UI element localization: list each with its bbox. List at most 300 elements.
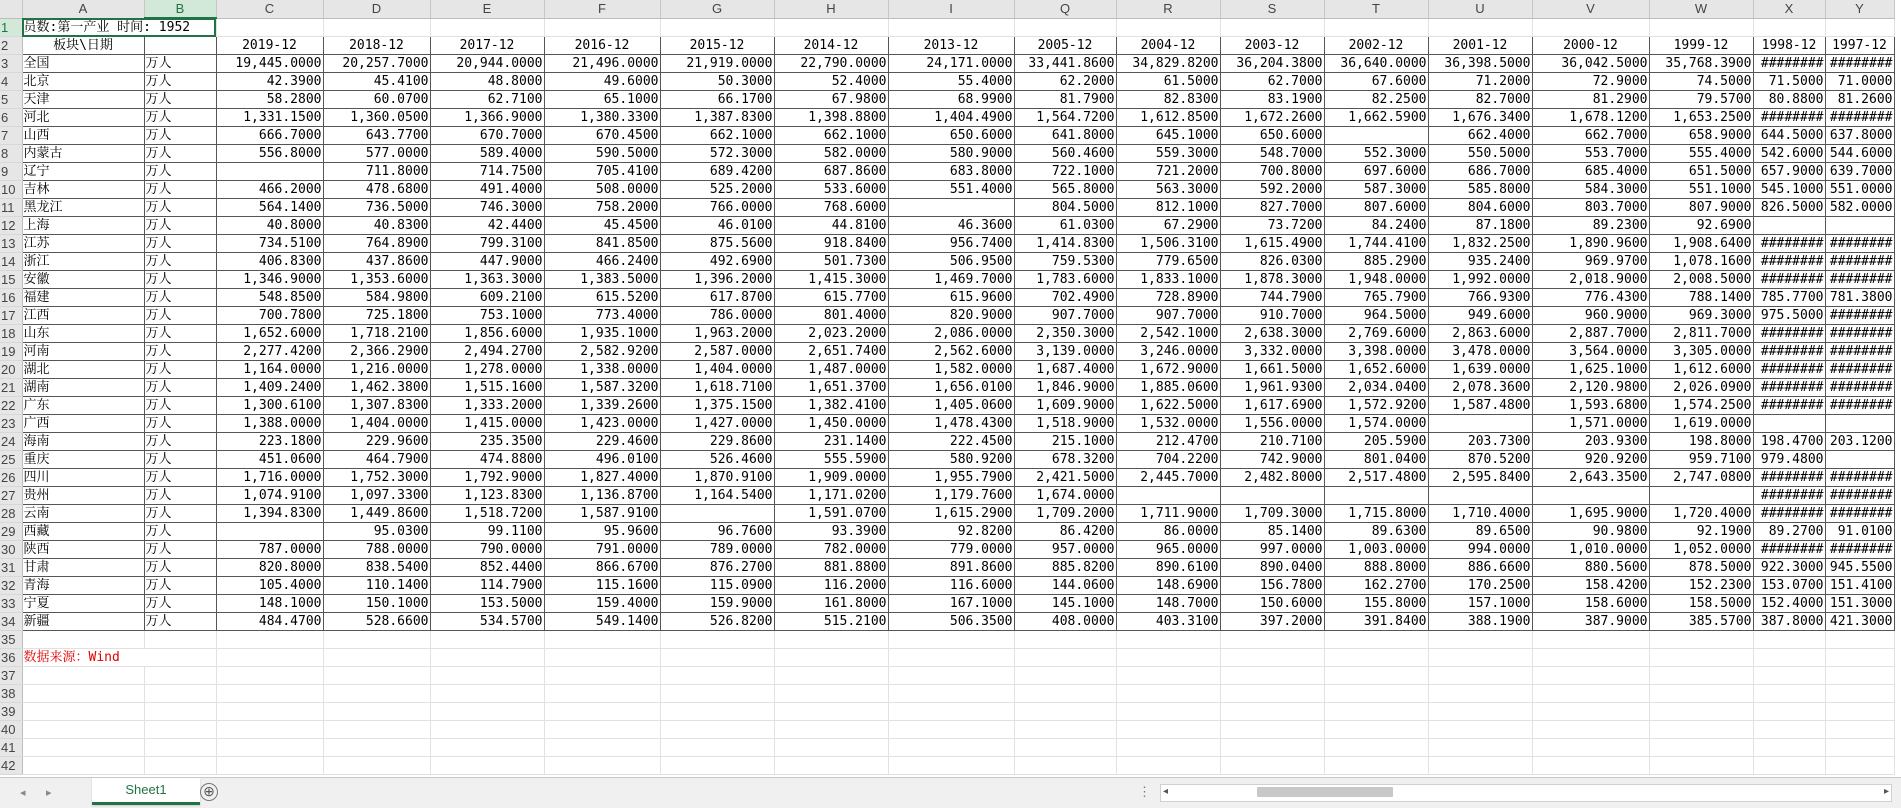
- cell[interactable]: [660, 739, 774, 757]
- cell[interactable]: [1532, 685, 1649, 703]
- region-name-cell[interactable]: 云南: [22, 505, 144, 523]
- value-cell[interactable]: 1,346.9000: [216, 271, 323, 289]
- value-cell[interactable]: 683.8000: [888, 163, 1014, 181]
- value-cell[interactable]: 95.9600: [544, 523, 660, 541]
- unit-cell[interactable]: 万人: [144, 343, 216, 361]
- cell[interactable]: [774, 685, 888, 703]
- value-cell[interactable]: 577.0000: [323, 145, 430, 163]
- value-cell[interactable]: [1324, 487, 1428, 505]
- value-cell[interactable]: 44.8100: [774, 217, 888, 235]
- row-header[interactable]: 14: [0, 253, 22, 271]
- unit-cell[interactable]: 万人: [144, 109, 216, 127]
- value-cell[interactable]: 466.2000: [216, 181, 323, 199]
- value-cell[interactable]: 890.6100: [1116, 559, 1220, 577]
- column-header[interactable]: V: [1532, 0, 1649, 18]
- cell[interactable]: [430, 649, 544, 667]
- value-cell[interactable]: 878.5000: [1649, 559, 1753, 577]
- value-cell[interactable]: 155.8000: [1324, 595, 1428, 613]
- value-cell[interactable]: 773.4000: [544, 307, 660, 325]
- value-cell[interactable]: 965.0000: [1116, 541, 1220, 559]
- value-cell[interactable]: 2,277.4200: [216, 343, 323, 361]
- value-cell[interactable]: 807.6000: [1324, 199, 1428, 217]
- value-cell[interactable]: 1,582.0000: [888, 361, 1014, 379]
- cell[interactable]: [216, 685, 323, 703]
- value-cell[interactable]: 1,870.9100: [660, 469, 774, 487]
- value-cell[interactable]: 93.3900: [774, 523, 888, 541]
- value-cell[interactable]: 572.3000: [660, 145, 774, 163]
- cell[interactable]: [544, 18, 660, 37]
- value-cell[interactable]: 466.2400: [544, 253, 660, 271]
- value-cell[interactable]: ########: [1753, 325, 1825, 343]
- value-cell[interactable]: 1,074.9100: [216, 487, 323, 505]
- value-cell[interactable]: 758.2000: [544, 199, 660, 217]
- value-cell[interactable]: 1,278.0000: [430, 361, 544, 379]
- unit-cell[interactable]: 万人: [144, 595, 216, 613]
- unit-cell[interactable]: 万人: [144, 433, 216, 451]
- value-cell[interactable]: 1,612.8500: [1116, 109, 1220, 127]
- value-cell[interactable]: 1,478.4300: [888, 415, 1014, 433]
- row-header[interactable]: 19: [0, 343, 22, 361]
- cell[interactable]: [1116, 757, 1220, 775]
- value-cell[interactable]: 387.8000: [1753, 613, 1825, 631]
- value-cell[interactable]: 447.9000: [430, 253, 544, 271]
- value-cell[interactable]: 506.9500: [888, 253, 1014, 271]
- value-cell[interactable]: 544.6000: [1825, 145, 1894, 163]
- value-cell[interactable]: 764.8900: [323, 235, 430, 253]
- unit-header-cell[interactable]: [144, 37, 216, 55]
- cell[interactable]: [1116, 739, 1220, 757]
- value-cell[interactable]: 36,398.5000: [1428, 55, 1532, 73]
- value-cell[interactable]: 515.2100: [774, 613, 888, 631]
- value-cell[interactable]: ########: [1825, 271, 1894, 289]
- value-cell[interactable]: 46.0100: [660, 217, 774, 235]
- value-cell[interactable]: 81.7900: [1014, 91, 1116, 109]
- value-cell[interactable]: 2,638.3000: [1220, 325, 1324, 343]
- value-cell[interactable]: 615.7700: [774, 289, 888, 307]
- unit-cell[interactable]: 万人: [144, 181, 216, 199]
- value-cell[interactable]: 1,618.7100: [660, 379, 774, 397]
- cell[interactable]: [1649, 685, 1753, 703]
- region-name-cell[interactable]: 河南: [22, 343, 144, 361]
- cell[interactable]: [1428, 18, 1532, 37]
- value-cell[interactable]: 81.2900: [1532, 91, 1649, 109]
- row-header[interactable]: 3: [0, 55, 22, 73]
- row-header[interactable]: 13: [0, 235, 22, 253]
- title-cell[interactable]: 员数:第一产业 时间: 1952: [22, 18, 216, 37]
- value-cell[interactable]: 235.3500: [430, 433, 544, 451]
- value-cell[interactable]: 662.7000: [1532, 127, 1649, 145]
- value-cell[interactable]: 1,625.1000: [1532, 361, 1649, 379]
- column-header[interactable]: Q: [1014, 0, 1116, 18]
- cell[interactable]: [888, 721, 1014, 739]
- cell[interactable]: [1532, 667, 1649, 685]
- column-header[interactable]: R: [1116, 0, 1220, 18]
- value-cell[interactable]: 1,415.0000: [430, 415, 544, 433]
- value-cell[interactable]: 1,661.5000: [1220, 361, 1324, 379]
- date-header-cell[interactable]: 2000-12: [1532, 37, 1649, 55]
- value-cell[interactable]: [1649, 487, 1753, 505]
- value-cell[interactable]: 1,676.3400: [1428, 109, 1532, 127]
- cell[interactable]: [1324, 631, 1428, 649]
- cell[interactable]: [323, 757, 430, 775]
- cell[interactable]: [1324, 18, 1428, 37]
- value-cell[interactable]: [1116, 487, 1220, 505]
- value-cell[interactable]: 158.5000: [1649, 595, 1753, 613]
- value-cell[interactable]: 67.6000: [1324, 73, 1428, 91]
- value-cell[interactable]: 1,652.6000: [216, 325, 323, 343]
- cell[interactable]: [774, 631, 888, 649]
- value-cell[interactable]: 1,878.3000: [1220, 271, 1324, 289]
- cell[interactable]: [216, 667, 323, 685]
- cell[interactable]: [144, 685, 216, 703]
- cell[interactable]: [1220, 667, 1324, 685]
- cell[interactable]: [1532, 631, 1649, 649]
- value-cell[interactable]: [1428, 415, 1532, 433]
- value-cell[interactable]: 803.7000: [1532, 199, 1649, 217]
- value-cell[interactable]: 1,832.2500: [1428, 235, 1532, 253]
- date-header-cell[interactable]: 2014-12: [774, 37, 888, 55]
- row-header[interactable]: 40: [0, 721, 22, 739]
- value-cell[interactable]: 702.4900: [1014, 289, 1116, 307]
- date-header-cell[interactable]: 1999-12: [1649, 37, 1753, 55]
- value-cell[interactable]: 564.1400: [216, 199, 323, 217]
- value-cell[interactable]: 96.7600: [660, 523, 774, 541]
- cell[interactable]: [888, 703, 1014, 721]
- value-cell[interactable]: 144.0600: [1014, 577, 1116, 595]
- cell[interactable]: [774, 18, 888, 37]
- value-cell[interactable]: 785.7700: [1753, 289, 1825, 307]
- value-cell[interactable]: 74.5000: [1649, 73, 1753, 91]
- unit-cell[interactable]: 万人: [144, 451, 216, 469]
- value-cell[interactable]: 1,179.7600: [888, 487, 1014, 505]
- value-cell[interactable]: 807.9000: [1649, 199, 1753, 217]
- value-cell[interactable]: 838.5400: [323, 559, 430, 577]
- value-cell[interactable]: 670.7000: [430, 127, 544, 145]
- value-cell[interactable]: 2,018.9000: [1532, 271, 1649, 289]
- region-name-cell[interactable]: 湖北: [22, 361, 144, 379]
- value-cell[interactable]: 1,617.6900: [1220, 397, 1324, 415]
- cell[interactable]: [544, 631, 660, 649]
- value-cell[interactable]: 148.6900: [1116, 577, 1220, 595]
- value-cell[interactable]: 1,716.0000: [216, 469, 323, 487]
- row-header[interactable]: 29: [0, 523, 22, 541]
- value-cell[interactable]: 662.1000: [774, 127, 888, 145]
- cell[interactable]: [22, 685, 144, 703]
- value-cell[interactable]: 556.8000: [216, 145, 323, 163]
- cell[interactable]: [22, 757, 144, 775]
- value-cell[interactable]: 637.8000: [1825, 127, 1894, 145]
- value-cell[interactable]: 2,023.2000: [774, 325, 888, 343]
- value-cell[interactable]: 746.3000: [430, 199, 544, 217]
- unit-cell[interactable]: 万人: [144, 253, 216, 271]
- value-cell[interactable]: 159.4000: [544, 595, 660, 613]
- value-cell[interactable]: 639.7000: [1825, 163, 1894, 181]
- value-cell[interactable]: 2,366.2900: [323, 343, 430, 361]
- value-cell[interactable]: 945.5500: [1825, 559, 1894, 577]
- value-cell[interactable]: 496.0100: [544, 451, 660, 469]
- value-cell[interactable]: 67.9800: [774, 91, 888, 109]
- value-cell[interactable]: [1753, 415, 1825, 433]
- value-cell[interactable]: 542.6000: [1753, 145, 1825, 163]
- horizontal-scrollbar[interactable]: [1160, 784, 1892, 802]
- cell[interactable]: [774, 739, 888, 757]
- value-cell[interactable]: 786.0000: [660, 307, 774, 325]
- row-header[interactable]: 37: [0, 667, 22, 685]
- region-name-cell[interactable]: 陕西: [22, 541, 144, 559]
- cell[interactable]: [1825, 631, 1894, 649]
- value-cell[interactable]: 580.9000: [888, 145, 1014, 163]
- value-cell[interactable]: 1,710.4000: [1428, 505, 1532, 523]
- source-note-cell[interactable]: 数据来源：Wind: [22, 649, 216, 667]
- value-cell[interactable]: 3,478.0000: [1428, 343, 1532, 361]
- value-cell[interactable]: 86.0000: [1116, 523, 1220, 541]
- value-cell[interactable]: 1,300.6100: [216, 397, 323, 415]
- value-cell[interactable]: 72.9000: [1532, 73, 1649, 91]
- value-cell[interactable]: 979.4800: [1753, 451, 1825, 469]
- value-cell[interactable]: 388.1900: [1428, 613, 1532, 631]
- value-cell[interactable]: 61.5000: [1116, 73, 1220, 91]
- row-header[interactable]: 12: [0, 217, 22, 235]
- value-cell[interactable]: 1,307.8300: [323, 397, 430, 415]
- value-cell[interactable]: 560.4600: [1014, 145, 1116, 163]
- value-cell[interactable]: 587.3000: [1324, 181, 1428, 199]
- value-cell[interactable]: ########: [1753, 469, 1825, 487]
- value-cell[interactable]: 1,052.0000: [1649, 541, 1753, 559]
- value-cell[interactable]: 2,562.6000: [888, 343, 1014, 361]
- cell[interactable]: [1428, 631, 1532, 649]
- value-cell[interactable]: 82.7000: [1428, 91, 1532, 109]
- value-cell[interactable]: 650.6000: [1220, 127, 1324, 145]
- value-cell[interactable]: 559.3000: [1116, 145, 1220, 163]
- cell[interactable]: [1220, 649, 1324, 667]
- value-cell[interactable]: 734.5100: [216, 235, 323, 253]
- value-cell[interactable]: 2,086.0000: [888, 325, 1014, 343]
- value-cell[interactable]: 67.2900: [1116, 217, 1220, 235]
- cell[interactable]: [1014, 667, 1116, 685]
- value-cell[interactable]: 474.8800: [430, 451, 544, 469]
- value-cell[interactable]: 1,387.8300: [660, 109, 774, 127]
- value-cell[interactable]: 153.5000: [430, 595, 544, 613]
- value-cell[interactable]: 40.8000: [216, 217, 323, 235]
- value-cell[interactable]: 20,257.7000: [323, 55, 430, 73]
- value-cell[interactable]: 170.2500: [1428, 577, 1532, 595]
- region-name-cell[interactable]: 全国: [22, 55, 144, 73]
- value-cell[interactable]: 820.9000: [888, 307, 1014, 325]
- value-cell[interactable]: 1,662.5900: [1324, 109, 1428, 127]
- row-header[interactable]: 33: [0, 595, 22, 613]
- value-cell[interactable]: 852.4400: [430, 559, 544, 577]
- cell[interactable]: [430, 18, 544, 37]
- cell[interactable]: [1753, 739, 1825, 757]
- row-header[interactable]: 41: [0, 739, 22, 757]
- cell[interactable]: [544, 739, 660, 757]
- cell[interactable]: [1753, 631, 1825, 649]
- unit-cell[interactable]: 万人: [144, 235, 216, 253]
- value-cell[interactable]: 167.1000: [888, 595, 1014, 613]
- value-cell[interactable]: 92.1900: [1649, 523, 1753, 541]
- cell[interactable]: [1753, 18, 1825, 37]
- value-cell[interactable]: 1,398.8800: [774, 109, 888, 127]
- cell[interactable]: [216, 18, 323, 37]
- value-cell[interactable]: 949.6000: [1428, 307, 1532, 325]
- region-name-cell[interactable]: 重庆: [22, 451, 144, 469]
- value-cell[interactable]: 19,445.0000: [216, 55, 323, 73]
- value-cell[interactable]: ########: [1753, 487, 1825, 505]
- value-cell[interactable]: 2,078.3600: [1428, 379, 1532, 397]
- cell[interactable]: [1649, 667, 1753, 685]
- value-cell[interactable]: 615.5200: [544, 289, 660, 307]
- value-cell[interactable]: [1220, 487, 1324, 505]
- value-cell[interactable]: 1,415.3000: [774, 271, 888, 289]
- date-header-cell[interactable]: 2016-12: [544, 37, 660, 55]
- value-cell[interactable]: 956.7400: [888, 235, 1014, 253]
- value-cell[interactable]: 1,487.0000: [774, 361, 888, 379]
- value-cell[interactable]: 491.4000: [430, 181, 544, 199]
- row-header[interactable]: 5: [0, 91, 22, 109]
- value-cell[interactable]: 686.7000: [1428, 163, 1532, 181]
- cell[interactable]: [1220, 757, 1324, 775]
- value-cell[interactable]: ########: [1825, 397, 1894, 415]
- value-cell[interactable]: 552.3000: [1324, 145, 1428, 163]
- unit-cell[interactable]: 万人: [144, 559, 216, 577]
- cell[interactable]: [1428, 649, 1532, 667]
- date-header-cell[interactable]: 2004-12: [1116, 37, 1220, 55]
- column-header[interactable]: G: [660, 0, 774, 18]
- cell[interactable]: [1014, 18, 1116, 37]
- value-cell[interactable]: 907.7000: [1014, 307, 1116, 325]
- value-cell[interactable]: 223.1800: [216, 433, 323, 451]
- unit-cell[interactable]: 万人: [144, 325, 216, 343]
- value-cell[interactable]: 697.6000: [1324, 163, 1428, 181]
- value-cell[interactable]: 776.4300: [1532, 289, 1649, 307]
- value-cell[interactable]: 60.0700: [323, 91, 430, 109]
- value-cell[interactable]: 657.9000: [1753, 163, 1825, 181]
- column-header[interactable]: T: [1324, 0, 1428, 18]
- value-cell[interactable]: 3,398.0000: [1324, 343, 1428, 361]
- column-header[interactable]: B: [144, 0, 216, 18]
- cell[interactable]: [1649, 18, 1753, 37]
- unit-cell[interactable]: 万人: [144, 415, 216, 433]
- value-cell[interactable]: 1,003.0000: [1324, 541, 1428, 559]
- value-cell[interactable]: 1,709.2000: [1014, 505, 1116, 523]
- value-cell[interactable]: 1,388.0000: [216, 415, 323, 433]
- value-cell[interactable]: ########: [1825, 343, 1894, 361]
- value-cell[interactable]: 658.9000: [1649, 127, 1753, 145]
- cell[interactable]: [1753, 721, 1825, 739]
- value-cell[interactable]: 907.7000: [1116, 307, 1220, 325]
- value-cell[interactable]: 2,350.3000: [1014, 325, 1116, 343]
- value-cell[interactable]: ########: [1825, 505, 1894, 523]
- value-cell[interactable]: 2,008.5000: [1649, 271, 1753, 289]
- cell[interactable]: [144, 667, 216, 685]
- value-cell[interactable]: 89.2300: [1532, 217, 1649, 235]
- cell[interactable]: [774, 757, 888, 775]
- value-cell[interactable]: 95.0300: [323, 523, 430, 541]
- cell[interactable]: [430, 757, 544, 775]
- value-cell[interactable]: 152.2300: [1649, 577, 1753, 595]
- cell[interactable]: [1014, 721, 1116, 739]
- value-cell[interactable]: 1,890.9600: [1532, 235, 1649, 253]
- value-cell[interactable]: 82.8300: [1116, 91, 1220, 109]
- region-name-cell[interactable]: 青海: [22, 577, 144, 595]
- value-cell[interactable]: 1,423.0000: [544, 415, 660, 433]
- value-cell[interactable]: 551.1000: [1649, 181, 1753, 199]
- value-cell[interactable]: 555.5900: [774, 451, 888, 469]
- value-cell[interactable]: 689.4200: [660, 163, 774, 181]
- value-cell[interactable]: 115.0900: [660, 577, 774, 595]
- value-cell[interactable]: 406.8300: [216, 253, 323, 271]
- cell[interactable]: [544, 757, 660, 775]
- value-cell[interactable]: ########: [1825, 361, 1894, 379]
- date-header-cell[interactable]: 2001-12: [1428, 37, 1532, 55]
- cell[interactable]: [1825, 667, 1894, 685]
- cell[interactable]: [323, 739, 430, 757]
- value-cell[interactable]: 687.8600: [774, 163, 888, 181]
- cell[interactable]: [660, 685, 774, 703]
- value-cell[interactable]: 549.1400: [544, 613, 660, 631]
- date-header-cell[interactable]: 2002-12: [1324, 37, 1428, 55]
- value-cell[interactable]: 1,375.1500: [660, 397, 774, 415]
- value-cell[interactable]: 1,414.8300: [1014, 235, 1116, 253]
- value-cell[interactable]: 2,517.4800: [1324, 469, 1428, 487]
- cell[interactable]: [1220, 721, 1324, 739]
- value-cell[interactable]: 582.0000: [1825, 199, 1894, 217]
- value-cell[interactable]: [216, 523, 323, 541]
- cell[interactable]: [1014, 739, 1116, 757]
- cell[interactable]: [1324, 649, 1428, 667]
- row-header[interactable]: 11: [0, 199, 22, 217]
- cell[interactable]: [216, 631, 323, 649]
- value-cell[interactable]: 92.6900: [1649, 217, 1753, 235]
- value-cell[interactable]: 728.8900: [1116, 289, 1220, 307]
- value-cell[interactable]: 1,396.2000: [660, 271, 774, 289]
- value-cell[interactable]: 506.3500: [888, 613, 1014, 631]
- value-cell[interactable]: 89.2700: [1753, 523, 1825, 541]
- region-name-cell[interactable]: 贵州: [22, 487, 144, 505]
- row-header[interactable]: 26: [0, 469, 22, 487]
- value-cell[interactable]: 779.0000: [888, 541, 1014, 559]
- cell[interactable]: [144, 721, 216, 739]
- cell[interactable]: [1116, 703, 1220, 721]
- value-cell[interactable]: 1,353.6000: [323, 271, 430, 289]
- value-cell[interactable]: [1825, 217, 1894, 235]
- cell[interactable]: [1825, 18, 1894, 37]
- region-name-cell[interactable]: 内蒙古: [22, 145, 144, 163]
- unit-cell[interactable]: 万人: [144, 613, 216, 631]
- value-cell[interactable]: 866.6700: [544, 559, 660, 577]
- value-cell[interactable]: 827.7000: [1220, 199, 1324, 217]
- cell[interactable]: [1116, 649, 1220, 667]
- value-cell[interactable]: 42.3900: [216, 73, 323, 91]
- date-header-cell[interactable]: 2018-12: [323, 37, 430, 55]
- value-cell[interactable]: 387.9000: [1532, 613, 1649, 631]
- unit-cell[interactable]: 万人: [144, 289, 216, 307]
- value-cell[interactable]: 229.8600: [660, 433, 774, 451]
- value-cell[interactable]: 584.9800: [323, 289, 430, 307]
- value-cell[interactable]: 826.5000: [1753, 199, 1825, 217]
- value-cell[interactable]: 787.0000: [216, 541, 323, 559]
- unit-cell[interactable]: 万人: [144, 145, 216, 163]
- value-cell[interactable]: 890.0400: [1220, 559, 1324, 577]
- value-cell[interactable]: 1,715.8000: [1324, 505, 1428, 523]
- value-cell[interactable]: 1,652.6000: [1324, 361, 1428, 379]
- value-cell[interactable]: 650.6000: [888, 127, 1014, 145]
- cell[interactable]: [1014, 649, 1116, 667]
- value-cell[interactable]: 801.0400: [1324, 451, 1428, 469]
- region-name-cell[interactable]: 西藏: [22, 523, 144, 541]
- value-cell[interactable]: 617.8700: [660, 289, 774, 307]
- value-cell[interactable]: 3,246.0000: [1116, 343, 1220, 361]
